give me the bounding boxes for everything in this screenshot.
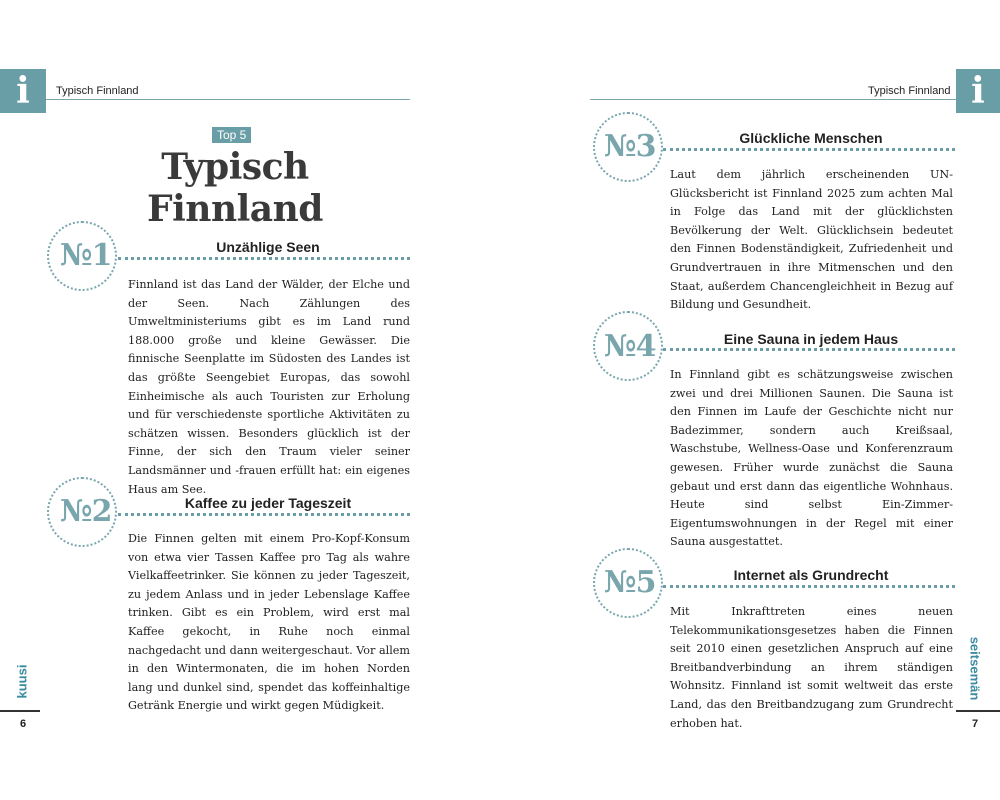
dotted-divider [118,257,410,260]
section-title: Glückliche Menschen [739,130,883,146]
footer-rule-left [0,710,40,712]
dotted-divider [663,585,955,588]
running-header-right: Typisch Finnland [868,85,951,97]
section-number: №4 [604,329,656,364]
dotted-divider [663,348,955,351]
running-header-left: Typisch Finnland [56,85,139,97]
dotted-divider [663,148,955,151]
section-title: Internet als Grundrecht [733,567,889,583]
section-title: Eine Sauna in jedem Haus [723,331,899,347]
section-title: Unzählige Seen [216,239,320,255]
section-text: Finnland ist das Land der Wälder, der Elche und der Seen. Nach Zählungen des Umweltministeriums gibt es im Land rund 188.000 große und kleine Gewässer. Die finnische Seenplatte im Südosten des Landes ist das größte Seengebiet Europas, das sowohl Einheimische als auch Touristen zur Erholung und für verschiedenste sportliche Aktivitäten zu schätzen wissen. Besonders glücklich ist der Finne, der sich den Traum vieler seiner Landsmänner und -frauen erfüllt hat: ein eigenes Haus am See. [128,278,410,496]
page-number-right: 7 [972,718,979,730]
section-number: №1 [60,238,112,273]
footer-rule-right [956,710,1000,712]
section-text: In Finnland gibt es schätzungsweise zwischen zwei und drei Millionen Saunen. Die Sauna ist den Finnen im Laufe der Geschichte nicht nur Badezimmer, sondern auch Kreißsaal, Waschstube, Wellness-Oase und Konferenzraum gewesen. Früher wurde zunächst die Sauna gebaut und erst dann das eigentliche Wohnhaus. Heute sind selbst Ein-Zimmer-Eigentumswohnungen in der Regel mit einer Sauna ausgestattet. [670,368,953,549]
page-number-left: 6 [20,718,27,730]
section-number: №3 [604,129,656,164]
section-number: №5 [604,565,656,600]
header-rule-left [46,99,410,100]
side-word-right: seitsemän [967,636,983,701]
page-title: Typisch Finnland [147,146,323,230]
info-icon: i [956,69,1000,113]
info-icon: i [0,69,46,113]
dotted-divider [118,513,410,516]
section-text: Die Finnen gelten mit einem Pro-Kopf-Konsum von etwa vier Tassen Kaffee pro Tag als wahre Vielkaffeetrinker. Sie können zu jeder Tageszeit, zu jedem Anlass und in jeder Lebenslage Kaffee trinken. Gibt es ein Problem, wird erst mal Kaffee gekocht, in Ruhe noch einmal nachgedacht und dann weitergeschaut. Vor allem in den Wintermonaten, die im hohen Norden lang und dunkel sind, spendet das koffeinhaltige Getränk Energie und wirkt gegen Müdigkeit. [128,532,410,713]
section-title: Kaffee zu jeder Tageszeit [184,495,352,511]
header-rule-right [590,99,956,100]
section-number: №2 [60,494,112,529]
side-word-left: kuusi [14,664,30,699]
section-text: Laut dem jährlich erscheinenden UN-Glücksbericht ist Finnland 2025 zum achten Mal in Folge das Land mit der glücklichsten Bevölkerung der Welt. Glücklichsein bedeutet den Finnen Bodenständigkeit, Zufriedenheit und Grundvertrauen in ihre Mitmenschen und den Staat, außerdem Chancengleichheit in Bezug auf Bildung und Gesundheit. [670,168,953,312]
section-text: Mit Inkrafttreten eines neuen Telekommunikationsgesetzes haben die Finnen seit 2010 einen gesetzlichen Anspruch auf eine Breitbandverbindung an ihrem ständigen Wohnsitz. Finnland ist somit weltweit das erste Land, das den Breitbandzugang zum Grundrecht erhoben hat. [670,605,953,730]
top5-badge: Top 5 [212,127,251,143]
